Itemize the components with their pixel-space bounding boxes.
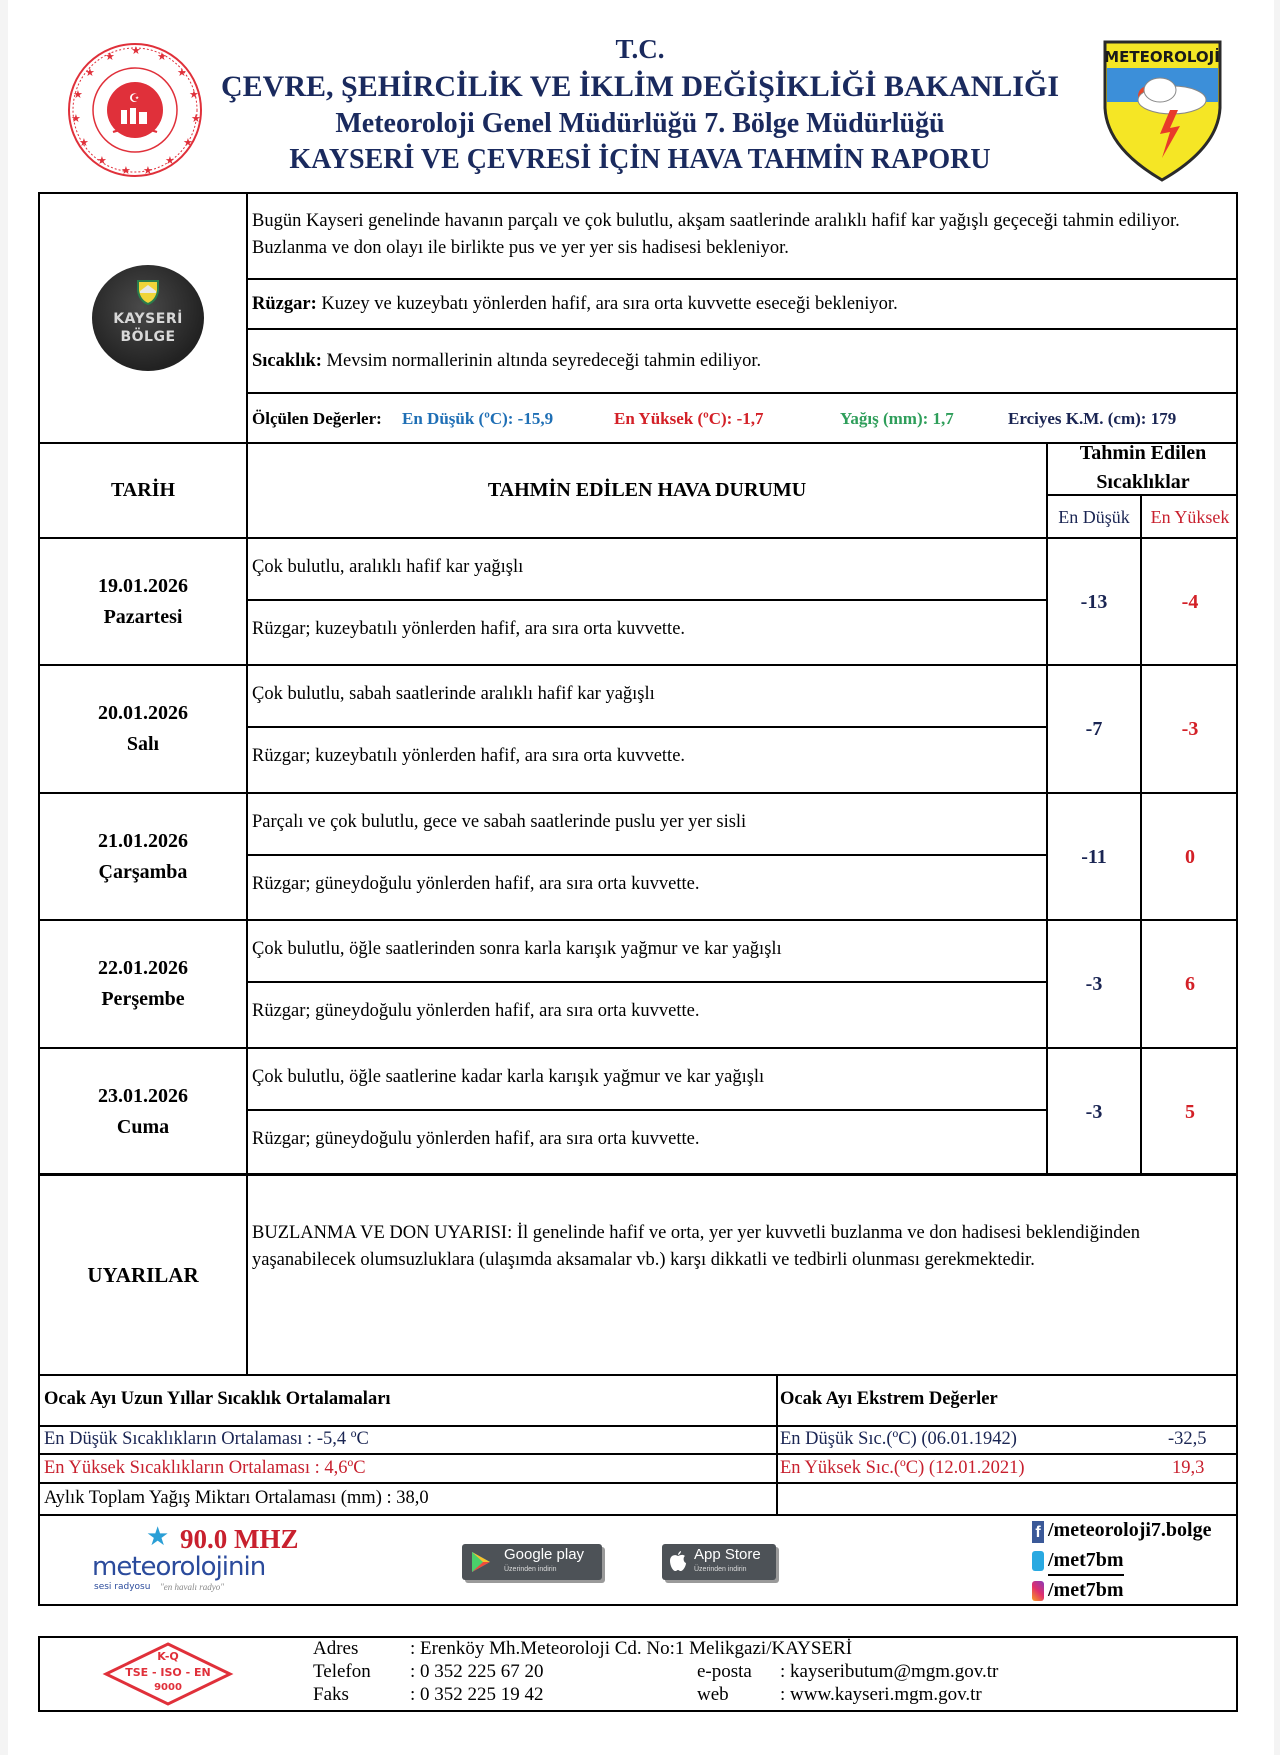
avg-max-temp: En Yüksek Sıcaklıkların Ortalaması : 4,6ºC — [44, 1458, 366, 1478]
svg-text:☪: ☪ — [129, 91, 140, 105]
forecast-day: Perşembe — [101, 988, 185, 1011]
temp-text: Mevsim normallerinin altında seyredeceği tahmin ediliyor. — [321, 351, 762, 371]
forecast-date: 23.01.2026 — [98, 1084, 188, 1107]
fax-label: Faks — [313, 1684, 349, 1705]
header-directorate: Meteoroloji Genel Müdürlüğü 7. Bölge Müdürlüğü — [335, 108, 945, 139]
forecast-date: 20.01.2026 — [98, 702, 188, 725]
radio-frequency: 90.0 MHZ — [180, 1524, 299, 1554]
forecast-weather: Parçalı ve çok bulutlu, gece ve sabah saatlerinde puslu yer yer sisli — [252, 811, 747, 832]
forecast-min-temp: -11 — [1081, 845, 1107, 868]
svg-text:★: ★ — [183, 136, 193, 149]
svg-text:★: ★ — [157, 50, 167, 63]
wind-summary — [252, 291, 898, 318]
cert-9000: 9000 — [154, 1682, 182, 1693]
svg-text:★: ★ — [177, 66, 187, 79]
extreme-max-value: 19,3 — [1172, 1458, 1205, 1478]
forecast-min-temp: -7 — [1085, 718, 1103, 741]
instagram-handle: /met7bm — [1048, 1579, 1124, 1601]
row-inner-divider — [246, 1109, 1046, 1111]
svg-text:★: ★ — [121, 164, 131, 177]
measured-precip: Yağış (mm): 1,7 — [840, 409, 954, 428]
row-divider — [38, 664, 1238, 666]
forecast-wind: Rüzgar; güneydoğulu yönlerden hafif, ara sıra orta kuvvette. — [252, 1128, 700, 1149]
svg-text:★: ★ — [105, 50, 115, 63]
avg-min-temp: En Düşük Sıcaklıkların Ortalaması : -5,4 ºC — [44, 1429, 369, 1449]
forecast-min-temp: -13 — [1080, 591, 1108, 613]
forecast-max-temp: 6 — [1185, 973, 1195, 996]
row-divider — [38, 792, 1238, 794]
extreme-min-label: En Düşük Sıc.(ºC) (06.01.1942) — [780, 1429, 1017, 1449]
averages-title: Ocak Ayı Uzun Yıllar Sıcaklık Ortalamaları — [44, 1389, 391, 1409]
forecast-max-temp: -4 — [1181, 591, 1199, 613]
col-header-date: TARİH — [110, 479, 176, 501]
app-store-sublabel: Üzerinden indirin — [694, 1566, 747, 1573]
report-title: KAYSERİ VE ÇEVRESİ İÇİN HAVA TAHMİN RAPORU — [289, 144, 991, 175]
forecast-max-temp: 0 — [1185, 845, 1195, 868]
google-play-icon — [470, 1550, 492, 1574]
avg-precipitation: Aylık Toplam Yağış Miktarı Ortalaması (mm) : 38,0 — [44, 1488, 429, 1508]
svg-text:★: ★ — [73, 88, 83, 101]
row-inner-divider — [246, 726, 1046, 728]
extreme-max-label: En Yüksek Sıc.(ºC) (12.01.2021) — [780, 1458, 1025, 1478]
web-link[interactable]: : www.kayseri.mgm.gov.tr — [780, 1684, 982, 1705]
divider — [246, 442, 248, 1175]
divider — [246, 192, 248, 444]
kayseri-shield-icon — [136, 279, 160, 305]
measured-max: En Yüksek (ºC): -1,7 — [614, 409, 764, 428]
divider — [1046, 442, 1048, 1175]
svg-text:★: ★ — [71, 112, 81, 125]
star-icon: ★ — [146, 1522, 170, 1551]
forecast-weather: Çok bulutlu, öğle saatlerine kadar karla karışık yağmur ve kar yağışlı — [252, 1066, 765, 1087]
address-value: : Erenköy Mh.Meteoroloji Cd. No:1 Melikgazi/KAYSERİ — [410, 1638, 853, 1659]
col-header-temps-line1: Tahmin Edilen — [1079, 442, 1207, 464]
measured-snow-depth: Erciyes K.M. (cm): 179 — [1008, 409, 1177, 428]
row-inner-divider — [246, 599, 1046, 601]
phone-value[interactable]: : 0 352 225 67 20 — [410, 1661, 544, 1682]
forecast-day: Pazartesi — [103, 606, 183, 628]
forecast-min-temp: -3 — [1085, 1100, 1103, 1123]
general-forecast-text: Bugün Kayseri genelinde havanın parçalı ve çok bulutlu, akşam saatlerinde aralıklı hafif kar yağışlı geçeceği tahmin ediliyor. Buzlanma ve don olayı ile birlikte pus ve yer yer sis hadisesi bekleniyor. — [252, 211, 1180, 258]
wind-label: Rüzgar: — [252, 294, 317, 314]
svg-text:★: ★ — [191, 112, 201, 125]
cert-kq: K-Q — [157, 1650, 179, 1663]
tse-iso-certification-logo — [102, 1642, 234, 1706]
kayseri-bolge-logo — [92, 265, 204, 371]
forecast-weather: Çok bulutlu, aralıklı hafif kar yağışlı — [252, 557, 524, 577]
app-store-button[interactable] — [662, 1544, 776, 1580]
temp-summary — [252, 348, 761, 375]
row-divider — [38, 1047, 1238, 1049]
col-header-max: En Yüksek — [1150, 507, 1230, 527]
web-label: web — [697, 1684, 729, 1705]
radio-subtitle: sesi radyosu — [94, 1582, 151, 1592]
cert-standard: TSE - ISO - EN — [125, 1666, 211, 1679]
header-ministry: ÇEVRE, ŞEHİRCİLİK VE İKLİM DEĞİŞİKLİĞİ BAKANLIĞI — [221, 70, 1059, 103]
col-header-min: En Düşük — [1058, 507, 1130, 527]
svg-text:★: ★ — [131, 44, 141, 57]
warnings-text: BUZLANMA VE DON UYARISI: İl genelinde hafif ve orta, yer yer kuvvetli buzlanma ve don hadisesi beklendiğinden yaşanabilecek olumsuzluklara (ulaşımda aksamalar vb.) karşı dikkatli ve tedbirli olunması gerekmektedir. — [252, 1223, 1140, 1270]
app-store-label: App Store — [694, 1546, 761, 1563]
email-label: e-posta — [697, 1661, 752, 1682]
google-play-button[interactable] — [462, 1544, 602, 1580]
divider — [246, 392, 1236, 394]
forecast-wind: Rüzgar; kuzeybatılı yönlerden hafif, ara sıra orta kuvvette. — [252, 746, 686, 767]
forecast-wind: Rüzgar; güneydoğulu yönlerden hafif, ara sıra orta kuvvette. — [252, 1001, 700, 1022]
forecast-day: Cuma — [116, 1115, 170, 1138]
facebook-handle: /meteoroloji7.bolge — [1048, 1519, 1212, 1541]
row-inner-divider — [246, 981, 1046, 983]
forecast-day: Çarşamba — [98, 860, 188, 883]
svg-text:★: ★ — [165, 154, 175, 167]
extremes-title: Ocak Ayı Ekstrem Değerler — [780, 1389, 998, 1409]
row-inner-divider — [246, 854, 1046, 856]
divider — [38, 1482, 1238, 1484]
temp-label: Sıcaklık: — [252, 351, 322, 371]
twitter-handle: /met7bm — [1048, 1547, 1124, 1576]
svg-text:★: ★ — [97, 154, 107, 167]
radio-name: meteorolojinin — [92, 1552, 266, 1582]
forecast-max-temp: -3 — [1181, 718, 1199, 741]
col-header-weather: TAHMİN EDİLEN HAVA DURUMU — [487, 479, 807, 501]
radio-logo[interactable] — [90, 1520, 320, 1600]
extreme-min-value: -32,5 — [1168, 1429, 1207, 1449]
header-tc: T.C. — [615, 34, 665, 64]
warnings-label: UYARILAR — [87, 1263, 199, 1287]
twitter-icon — [1032, 1551, 1044, 1571]
divider — [246, 278, 1236, 280]
email-link[interactable]: : kayseributum@mgm.gov.tr — [780, 1661, 999, 1682]
forecast-wind: Rüzgar; güneydoğulu yönlerden hafif, ara sıra orta kuvvette. — [252, 873, 700, 894]
facebook-icon: f — [1032, 1521, 1044, 1543]
measured-min: En Düşük (ºC): -15,9 — [402, 409, 554, 428]
forecast-weather: Çok bulutlu, öğle saatlerinden sonra karla karışık yağmur ve kar yağışlı — [252, 939, 782, 960]
fax-value: : 0 352 225 19 42 — [410, 1684, 544, 1705]
google-play-label: Google play — [504, 1546, 585, 1563]
col-header-temps-line2: Sıcaklıklar — [1096, 471, 1190, 493]
meteoroloji-shield-logo — [1100, 38, 1225, 183]
logo-bolge-text: BÖLGE — [120, 329, 176, 345]
svg-text:★: ★ — [79, 136, 89, 149]
address-label: Adres — [313, 1638, 359, 1659]
measured-label: Ölçülen Değerler: — [252, 409, 382, 428]
svg-text:★: ★ — [189, 88, 199, 101]
divider — [246, 328, 1236, 330]
apple-logo-icon — [669, 1550, 687, 1572]
forecast-wind: Rüzgar; kuzeybatılı yönlerden hafif, ara sıra orta kuvvette. — [252, 619, 686, 639]
forecast-max-temp: 5 — [1185, 1100, 1195, 1123]
forecast-date: 22.01.2026 — [98, 957, 188, 980]
divider — [38, 537, 1238, 539]
radio-slogan: "en havalı radyo" — [160, 1582, 225, 1592]
forecast-weather: Çok bulutlu, sabah saatlerinde aralıklı hafif kar yağışlı — [252, 684, 655, 705]
forecast-min-temp: -3 — [1085, 973, 1103, 996]
row-divider — [38, 919, 1238, 921]
svg-text:★: ★ — [85, 66, 95, 79]
logo-kayseri-text: KAYSERİ — [113, 311, 183, 327]
phone-label: Telefon — [313, 1661, 371, 1682]
instagram-icon — [1032, 1581, 1044, 1601]
wind-text: Kuzey ve kuzeybatı yönlerden hafif, ara sıra orta kuvvette eseceği bekleniyor. — [316, 294, 898, 314]
forecast-day: Salı — [126, 733, 160, 756]
svg-text:METEOROLOJİ: METEOROLOJİ — [1104, 48, 1220, 66]
forecast-date: 21.01.2026 — [98, 829, 188, 852]
divider — [776, 1374, 778, 1516]
forecast-date: 19.01.2026 — [98, 575, 188, 597]
google-play-sublabel: Üzerinden indirin — [504, 1566, 557, 1573]
svg-text:★: ★ — [143, 164, 153, 177]
